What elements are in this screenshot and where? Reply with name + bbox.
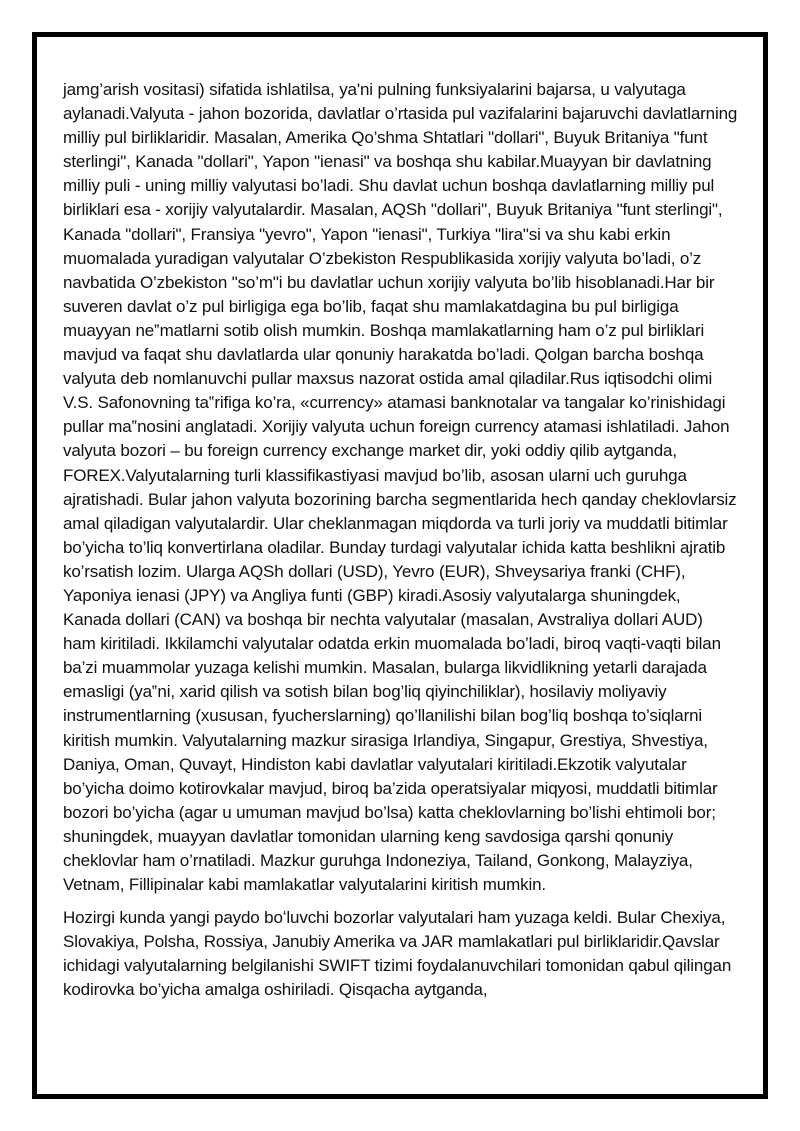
document-body bbox=[63, 78, 738, 1003]
paragraph-2: Hozirgi kunda yangi paydo boʻluvchi bozorlar valyutalari ham yuzaga keldi. Bular Chexiya, Slovakiya, Polsha, Rossiya, Janubiy Amerika va JAR mamlakatlari pul birliklaridir.Qavslar ichidagi valyutalarning belgilanishi SWIFT tizimi foydalanuvchilari tomonidan qabul qilingan kodirovka bo’yicha amalga oshiriladi. Qisqacha aytganda, bbox=[63, 908, 732, 1000]
paragraph-1: jamg’arish vositasi) sifatida ishlatilsa, ya'ni pulning funksiyalarini bajarsa, u valyutaga aylanadi.Valyuta - jahon bozorida, davlatlar o’rtasida pul vazifalarini bajaruvchi davlatlarning milliy pul birliklaridir. Masalan, Amerika Qo’shma Shtatlari "dollari", Buyuk Britaniya "funt sterlingi", Kanada "dollari", Yapon "ienasi" va boshqa shu kabilar.Muayyan bir davlatning milliy puli - uning milliy valyutasi bo’ladi. Shu davlat uchun boshqa davlatlarning milliy pul birliklari esa - xorijiy valyutalardir. Masalan, AQSh "dollari", Buyuk Britaniya "funt sterlingi", Kanada "dollari", Fransiya "yevro", Yapon "ienasi", Turkiya "lira"si va shu kabi erkin muomalada yuradigan valyutalar O’zbekiston Respublikasida xorijiy valyuta bo’ladi, o’z navbatida O’zbekiston "so’m"i bu davlatlar uchun xorijiy valyuta bo’lib hisoblanadi.Har bir suveren davlat o’z pul birligiga ega bo’lib, faqat shu mamlakatdagina bu pul birligiga muayyan ne‟matlarni sotib olish mumkin. Boshqa mamlakatlarning ham o’z pul birliklari mavjud va faqat shu davlatlarda ular qonuniy harakatda bo’ladi. Qolgan barcha boshqa valyuta deb nomlanuvchi pullar maxsus nazorat ostida amal qiladilar.Rus iqtisodchi olimi V.S. Safonovning ta‟rifiga ko’ra, «currency» atamasi banknotalar va tangalar ko’rinishidagi pullar ma‟nosini anglatadi. Xorijiy valyuta uchun foreign currency atamasi ishlatiladi. Jahon valyuta bozori – bu foreign currency exchange market dir, yoki oddiy qilib aytganda, FOREX.Valyutalarning turli klassifikastiyasi mavjud bo’lib, asosan ularni uch guruhga ajratishadi. Bular jahon valyuta bozorining barcha segmentlarida hech qanday cheklovlarsiz amal qiladigan valyutalardir. Ular cheklanmagan miqdorda va turli joriy va muddatli bitimlar bo’yicha to’liq konvertirlana oladilar. Bunday turdagi valyutalar ichida katta beshlikni ajratib ko’rsatish lozim. Ularga AQSh dollari (USD), Yevro (EUR), Shveysariya franki (CHF), Yaponiya ienasi (JPY) va Angliya funti (GBP) kiradi.Asosiy valyutalarga shuningdek, Kanada dollari (CAN) va boshqa bir nechta valyutalar (masalan, Avstraliya dollari AUD) ham kiritiladi. Ikkilamchi valyutalar odatda erkin muomalada bo’ladi, biroq vaqti-vaqti bilan ba’zi muammolar yuzaga kelishi mumkin. Masalan, bularga likvidlikning yetarli darajada emasligi (ya‟ni, xarid qilish va sotish bilan bog’liq qiyinchiliklar), hosilaviy moliyaviy instrumentlarning (xususan, fyucherslarning) qo’llanilishi bilan bog’liq boshqa to’siqlarni kiritish mumkin. Valyutalarning mazkur sirasiga Irlandiya, Singapur, Grestiya, Shvestiya, Daniya, Oman, Quvayt, Hindiston kabi davlatlar valyutalari kiritiladi.Ekzotik valyutalar bo’yicha doimo kotirovkalar mavjud, biroq ba’zida operatsiyalar miqyosi, muddatli bitimlar bozori bo’yicha (agar u umuman mavjud bo’lsa) katta cheklovlarning bo’lishi ehtimoli bor; shuningdek, muayyan davlatlar tomonidan ularning keng savdosiga qarshi qonuniy cheklovlar ham o’rnatiladi. Mazkur guruhga Indoneziya, Tailand, Gonkong, Malayziya, Vetnam, Fillipinalar kabi mamlakatlar valyutalarini kiritish mumkin. bbox=[63, 80, 738, 895]
